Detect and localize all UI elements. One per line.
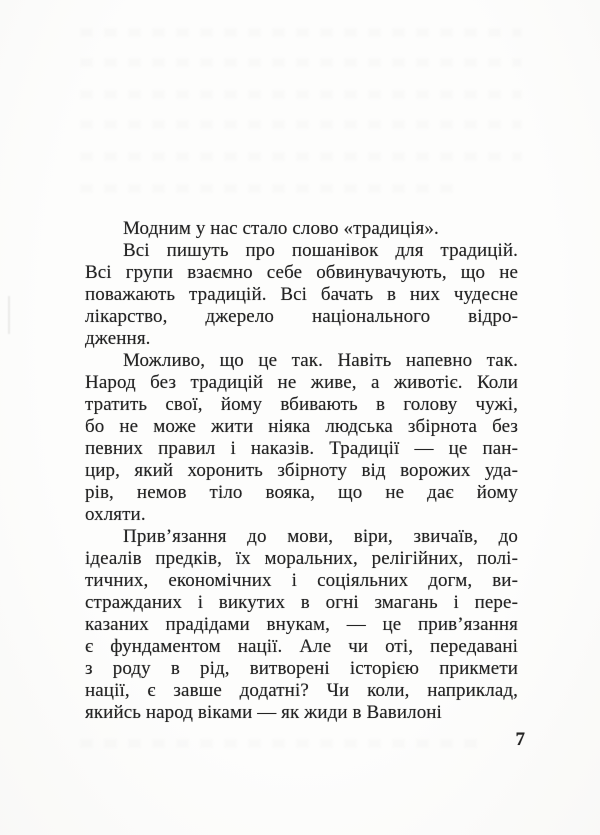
text-line: нації, є завше додатні? Чи коли, наприклад,: [85, 680, 518, 701]
text-block: [85, 218, 518, 724]
text-line: Всі пишуть про пошанівок для традицій.: [123, 240, 518, 261]
text-line: тичних, економічних і соціяльних догм, ви-: [85, 570, 518, 591]
text-line: охляти.: [85, 504, 146, 525]
paragraph-2: [85, 240, 518, 350]
scan-artifact-line: [8, 296, 10, 334]
page-number: 7: [515, 729, 525, 750]
ghost-row: [80, 90, 522, 99]
ghost-row: [80, 58, 522, 67]
text-line: Модним у нас стало слово «традиція».: [123, 218, 439, 239]
text-line: ідеалів предків, їх моральних, релігійних, полі-: [85, 548, 518, 569]
text-line: поважають традицій. Всі бачать в них чудесне: [85, 284, 518, 305]
text-line: певних правил і наказів. Традиції — це пан-: [85, 438, 518, 459]
text-line: бо не може жити ніяка людська збірнота без: [85, 416, 518, 437]
text-line: лікарство, джерело національного відро-: [85, 306, 518, 327]
text-line: рів, немов тіло вояка, що не дає йому: [85, 482, 518, 503]
text-line: Прив’язання до мови, віри, звичаїв, до: [123, 526, 518, 547]
paragraph-4: [85, 526, 518, 724]
text-line: є фундаментом нації. Але чи оті, передавані: [85, 636, 518, 657]
text-line: якийсь народ віками — як жиди в Вавилоні: [85, 702, 442, 723]
text-line: Всі групи взаємно себе обвинувачують, що не: [85, 262, 518, 283]
text-line: цир, який хоронить збірноту від ворожих уда-: [85, 460, 518, 481]
ghost-row: [80, 152, 522, 161]
text-line: стражданих і викутих в огні змагань і пере-: [85, 592, 518, 613]
text-line: з роду в рід, витворені історією прикмети: [85, 658, 518, 679]
text-line: тратить свої, йому вбивають в голову чужі,: [85, 394, 518, 415]
text-line: казаних прадідами внукам, — це прив’язання: [85, 614, 518, 635]
text-line: Народ без традицій не живе, а животіє. Коли: [85, 372, 518, 393]
text-line: Можливо, що це так. Навіть напевно так.: [123, 350, 518, 371]
paragraph-3: [85, 350, 518, 526]
text-line: дження.: [85, 328, 151, 349]
ghost-row: [80, 28, 522, 37]
paragraph-1: [85, 218, 518, 240]
ghost-row: [80, 184, 460, 193]
ghost-row: [80, 120, 522, 129]
